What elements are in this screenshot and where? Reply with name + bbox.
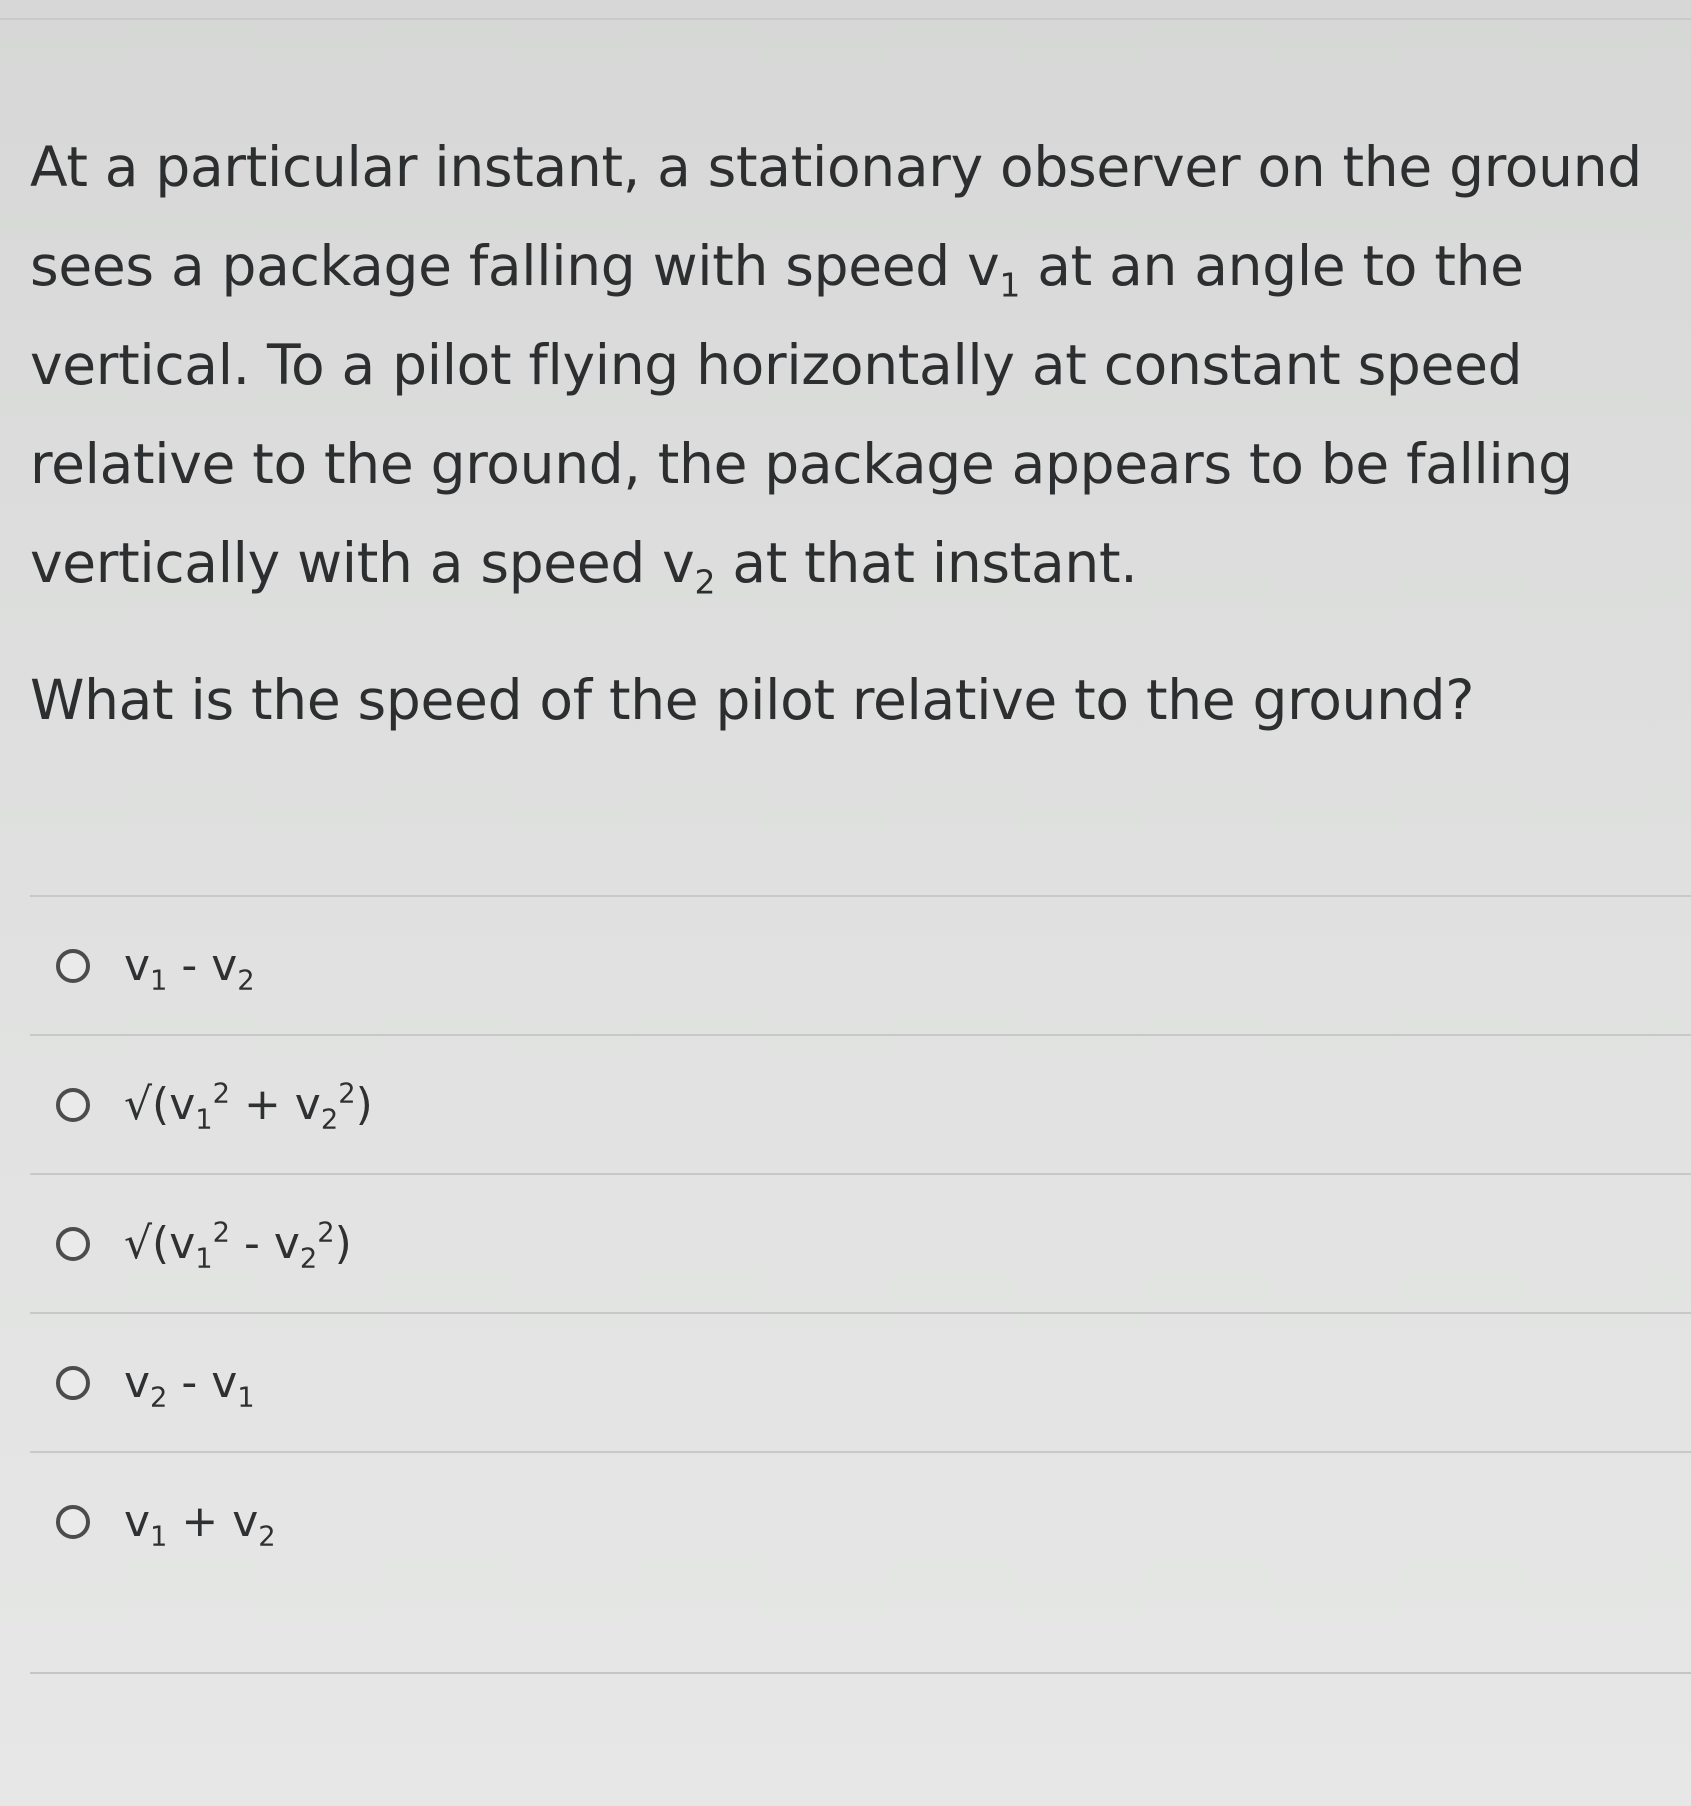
choice-2[interactable]	[30, 1036, 1691, 1173]
question-line-3: vertical. To a pilot flying horizontally at constant speed	[30, 333, 1523, 397]
choice-3[interactable]	[30, 1175, 1691, 1312]
top-divider	[0, 18, 1691, 20]
question-line-5: vertically with a speed $v_2$ at that instant.	[30, 531, 1138, 602]
choice-1-label: $v_1 - v_2$	[124, 940, 255, 997]
choice-5[interactable]	[30, 1453, 1691, 1590]
radio-button-icon[interactable]	[56, 1227, 90, 1261]
radio-button-icon[interactable]	[56, 949, 90, 983]
question-prompt: What is the speed of the pilot relative to the ground?	[30, 668, 1475, 732]
choice-5-label: $v_1 + v_2$	[124, 1496, 276, 1553]
choice-4-label: $v_2 - v_1$	[124, 1357, 255, 1414]
choice-2-label: $√(v_1^2 + v_2^2)$	[124, 1078, 373, 1136]
question-line-4: relative to the ground, the package appears to be falling	[30, 432, 1573, 496]
question-line-1: At a particular instant, a stationary observer on the ground	[30, 135, 1642, 199]
question-line-2: sees a package falling with speed $v_1$ at an angle to the	[30, 234, 1524, 305]
question-text	[30, 118, 1670, 613]
bottom-divider	[30, 1672, 1691, 1674]
radio-button-icon[interactable]	[56, 1088, 90, 1122]
answer-choices	[30, 895, 1691, 1590]
choice-4[interactable]	[30, 1314, 1691, 1451]
choice-1[interactable]	[30, 897, 1691, 1034]
choice-3-label: $√(v_1^2 - v_2^2)$	[124, 1217, 352, 1275]
radio-button-icon[interactable]	[56, 1505, 90, 1539]
radio-button-icon[interactable]	[56, 1366, 90, 1400]
